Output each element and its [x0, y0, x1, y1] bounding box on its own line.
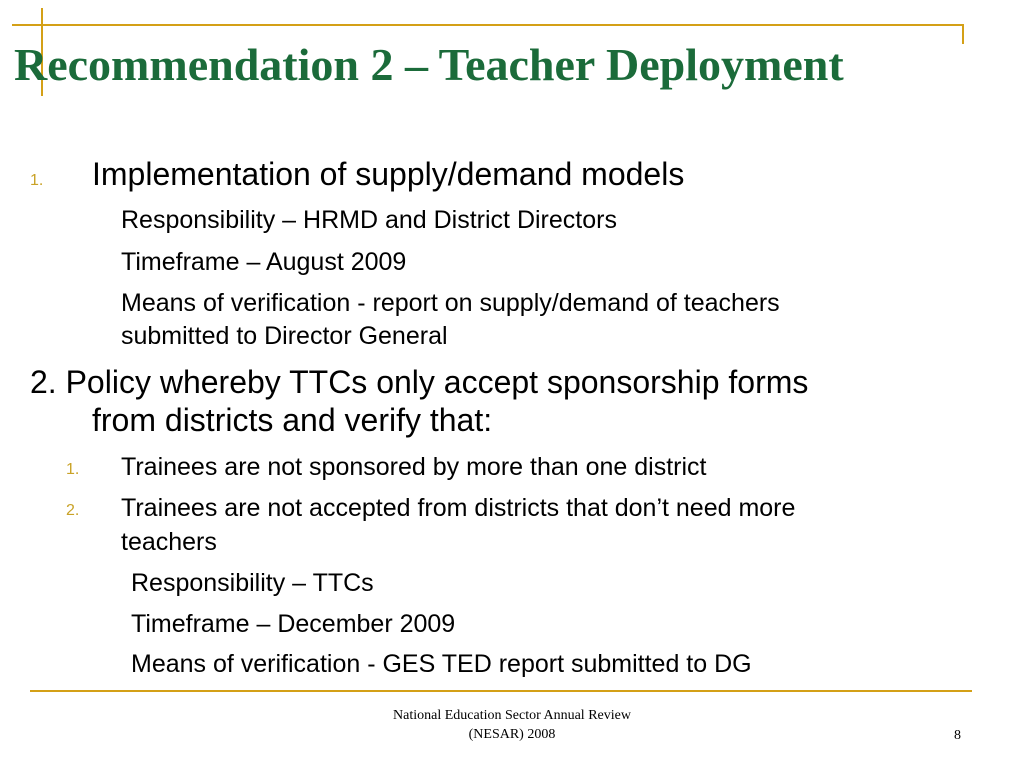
top-gold-line [12, 24, 964, 26]
bottom-gold-line [30, 690, 972, 692]
footer-text [362, 706, 662, 744]
item2-verification: Means of verification - GES TED report submitted to DG [131, 650, 752, 678]
item2-heading-cont: from districts and verify that: [92, 402, 493, 438]
item1-number: 1. [30, 172, 44, 189]
item2-responsibility: Responsibility – TTCs [131, 569, 374, 597]
page-number: 8 [954, 728, 961, 743]
right-gold-tick [962, 24, 964, 44]
item2-sub2-text-cont: teachers [121, 528, 217, 556]
item1-verification: Means of verification - report on supply/demand of teachers [121, 289, 780, 317]
item1-heading: Implementation of supply/demand models [92, 156, 685, 192]
item2-timeframe: Timeframe – December 2009 [131, 610, 456, 638]
item2-sub2-number: 2. [66, 502, 80, 519]
item2-sub1-text: Trainees are not sponsored by more than one district [121, 453, 707, 481]
item2-heading: 2. Policy whereby TTCs only accept sponsorship forms [30, 364, 809, 400]
footer-line2: (NESAR) 2008 [468, 727, 556, 742]
item1-verification-cont: submitted to Director General [121, 322, 448, 350]
slide-title: Recommendation 2 – Teacher Deployment [14, 39, 844, 90]
item2-sub2-text: Trainees are not accepted from districts that don’t need more [121, 494, 796, 522]
item1-responsibility: Responsibility – HRMD and District Directors [121, 206, 617, 234]
footer-line1: National Education Sector Annual Review [393, 708, 631, 723]
item2-sub1-number: 1. [66, 461, 80, 478]
item1-timeframe: Timeframe – August 2009 [121, 248, 407, 276]
